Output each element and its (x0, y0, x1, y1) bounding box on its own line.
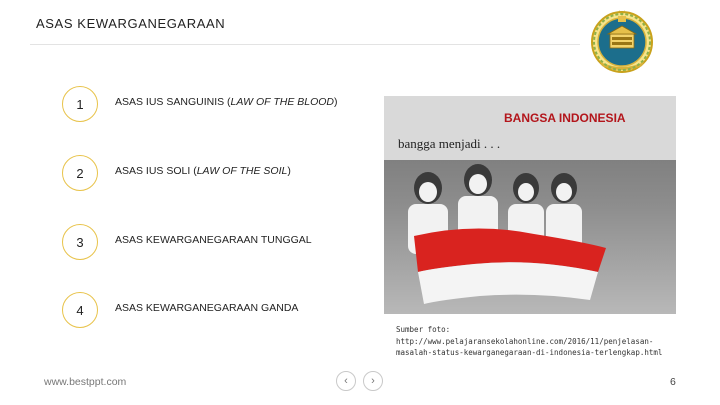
item-label: ASAS IUS SANGUINIS (LAW OF THE BLOOD) (115, 96, 338, 108)
prev-slide-button[interactable] (336, 371, 356, 391)
item-label: ASAS IUS SOLI (LAW OF THE SOIL) (115, 165, 291, 177)
ministry-emblem-icon (586, 4, 658, 76)
caption-source-label: Sumber foto: (396, 325, 451, 334)
item-label: ASAS KEWARGANEGARAAN GANDA (115, 302, 299, 314)
number-badge: 4 (62, 292, 98, 328)
photo-subtitle-text: bangga menjadi . . . (398, 136, 501, 151)
next-slide-button[interactable] (363, 371, 383, 391)
caption-url-continued[interactable]: masalah-status-kewarganegaraan-di-indonesia-terlengkap.html (396, 348, 663, 358)
number-badge: 1 (62, 86, 98, 122)
photo-caption (396, 324, 686, 359)
children-with-flag-photo (384, 96, 676, 314)
title-divider (30, 44, 580, 45)
footer-website[interactable]: www.bestppt.com (44, 376, 127, 388)
chevron-right-icon: › (371, 375, 375, 387)
caption-url[interactable]: http://www.pelajaransekolahonline.com/2016/11/penjelasan- (396, 336, 654, 346)
number-badge: 3 (62, 224, 98, 260)
page-number: 6 (670, 376, 676, 388)
italic-term: LAW OF THE SOIL (196, 165, 288, 177)
italic-term: LAW OF THE BLOOD (230, 96, 334, 108)
item-label: ASAS KEWARGANEGARAAN TUNGGAL (115, 234, 312, 246)
chevron-left-icon: ‹ (344, 375, 348, 387)
slide-title: ASAS KEWARGANEGARAAN (36, 16, 226, 31)
number-badge: 2 (62, 155, 98, 191)
photo-banner-text: BANGSA INDONESIA (504, 111, 626, 125)
